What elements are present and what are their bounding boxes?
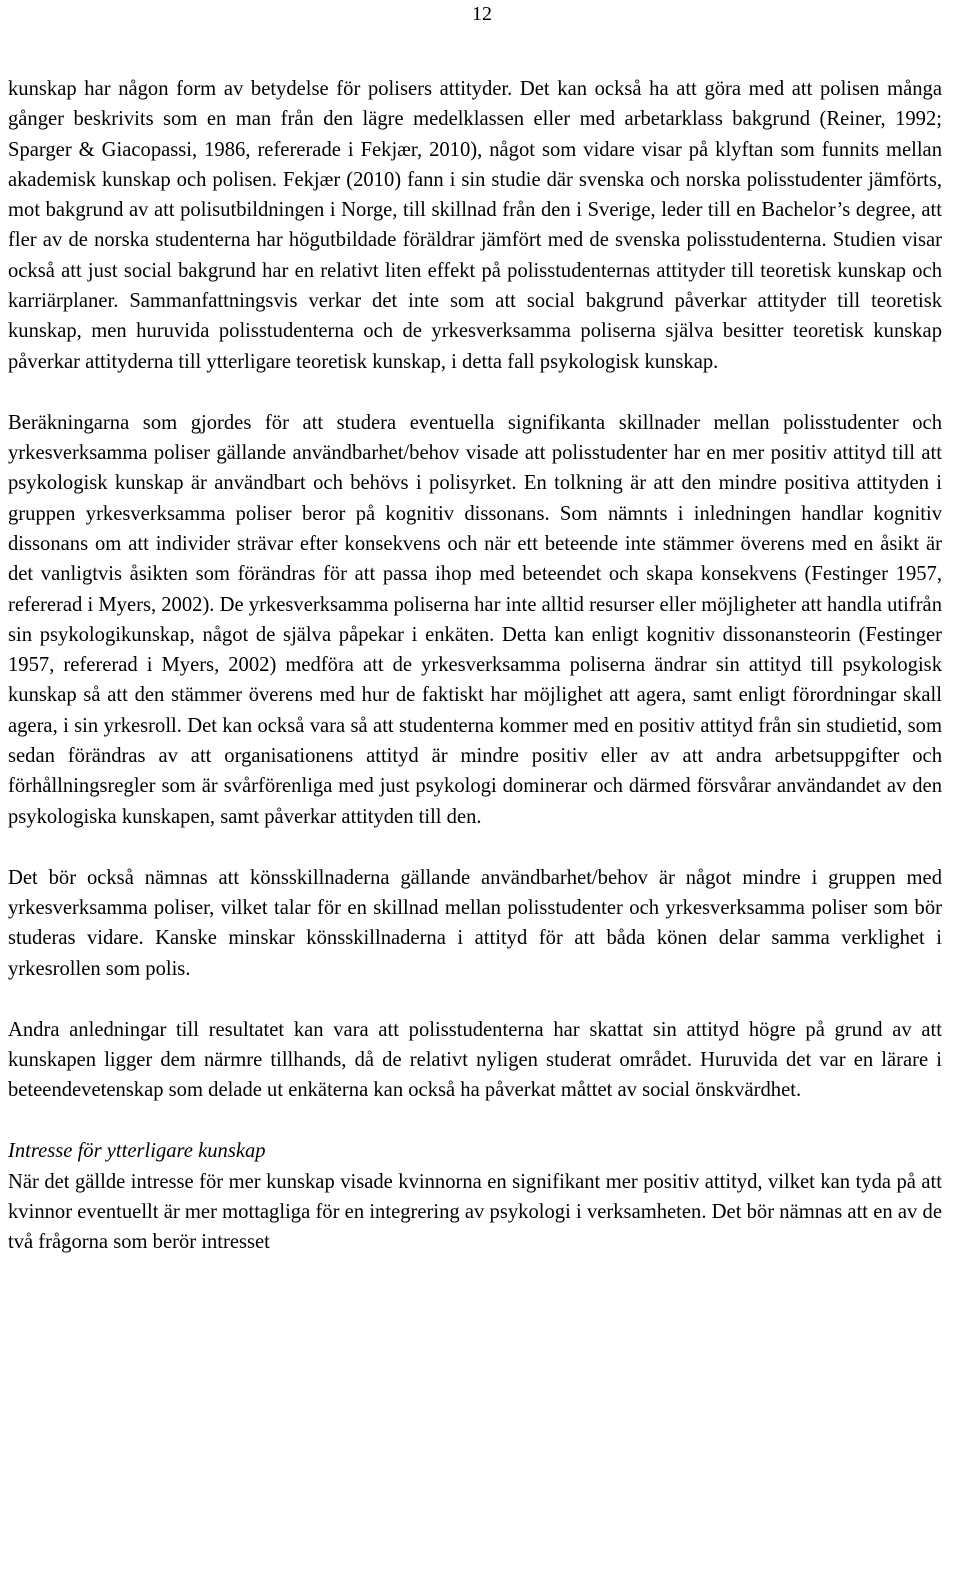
paragraph-gap (8, 377, 942, 408)
paragraph-gap (8, 984, 942, 1015)
paragraph-social-background: kunskap har någon form av betydelse för polisers attityder. Det kan också ha att göra med att polisen många gånger beskrivits som en man från den lägre medelklassen eller med arbetarklass bakgrund (Reiner, 1992; Sparger & Giacopassi, 1986, refererade i Fekjær, 2010), något som vidare visar på klyftan som funnits mellan akademisk kunskap och polisen. Fekjær (2010) fann i sin studie där svenska och norska polisstudenter jämförts, mot bakgrund av att polisutbildningen i Norge, till skillnad från den i Sverige, leder till en Bachelor’s degree, att fler av de norska studenterna har högutbildade föräldrar jämfört med de svenska polisstudenterna. Studien visar också att just social bakgrund har en relativt liten effekt på polisstudenternas attityder till teoretisk kunskap och karriärplaner. Sammanfattningsvis verkar det inte som att social bakgrund påverkar attityder till teoretisk kunskap, men huruvida polisstudenterna och de yrkesverksamma poliserna själva besitter teoretisk kunskap påverkar attityderna till ytterligare teoretisk kunskap, i detta fall psykologisk kunskap. (8, 78, 942, 373)
paragraph-gender-differences: Det bör också nämnas att könsskillnaderna gällande användbarhet/behov är något mindre i gruppen med yrkesverksamma poliser, vilket talar för en skillnad mellan polisstudenter och yrkesverksamma poliser som bör studeras vidare. Kanske minskar könsskillnaderna i attityd för att båda könen delar samma verklighet i yrkesrollen som polis. (8, 866, 942, 980)
paragraph-other-reasons: Andra anledningar till resultatet kan vara att polisstudenterna har skattat sin attityd högre på grund av att kunskapen ligger dem närmre tillhands, då de relativt nyligen studerat området. Huruvida det var en lärare i beteendevetenskap som delade ut enkäterna kan också ha påverkat måttet av social önskvärdhet. (8, 1018, 942, 1102)
paragraph-gap (8, 1106, 942, 1137)
paragraph-cognitive-dissonance: Beräkningarna som gjordes för att studera eventuella signifikanta skillnader mellan polisstudenter och yrkesverksamma poliser gällande användbarhet/behov visade att polisstudenter har en mer positiv attityd till att psykologisk kunskap är användbart och behövs i polisyrket. En tolkning är att den mindre positiva attityden i gruppen yrkesverksamma poliser beror på kognitiv dissonans. Som nämnts i inledningen handlar kognitiv dissonans om att individer strävar efter konsekvens och när ett beteende inte stämmer överens med en åsikt är det vanligtvis åsikten som förändras för att passa ihop med beteendet och skapa konsekvens (Festinger 1957, refererad i Myers, 2002). De yrkesverksamma poliserna har inte alltid resurser eller möjligheter att handla utifrån sin psykologikunskap, något de själva påpekar i enkäten. Detta kan enligt kognitiv dissonansteorin (Festinger 1957, refererad i Myers, 2002) medföra att de yrkesverksamma poliserna ändrar sin attityd till psykologisk kunskap så att den stämmer överens med hur de faktiskt har möjlighet att agera, samt enligt förordningar skall agera, i sin yrkesroll. Det kan också vara så att studenterna kommer med en positiv attityd från sin studietid, som sedan förändras av att organisationens attityd är mindre positiv eller av att andra arbetsuppgifter och förhållningsregler som är svårförenliga med just psykologi dominerar och därmed försvårar användandet av den psykologiska kunskapen, samt påverkar attityden till den. (8, 411, 942, 828)
paragraph-interest-more-knowledge: När det gällde intresse för mer kunskap visade kvinnorna en signifikant mer positiv attityd, vilket kan tyda på att kvinnor eventuellt är mer mottagliga för en integrering av psykologi i verksamheten. Det bör nämnas att en av de två frågorna som berör intresset (8, 1170, 942, 1254)
page-body (8, 74, 942, 1258)
page-number: 12 (472, 3, 492, 25)
section-heading: Intresse för ytterligare kunskap (8, 1140, 266, 1163)
paragraph-gap (8, 832, 942, 863)
